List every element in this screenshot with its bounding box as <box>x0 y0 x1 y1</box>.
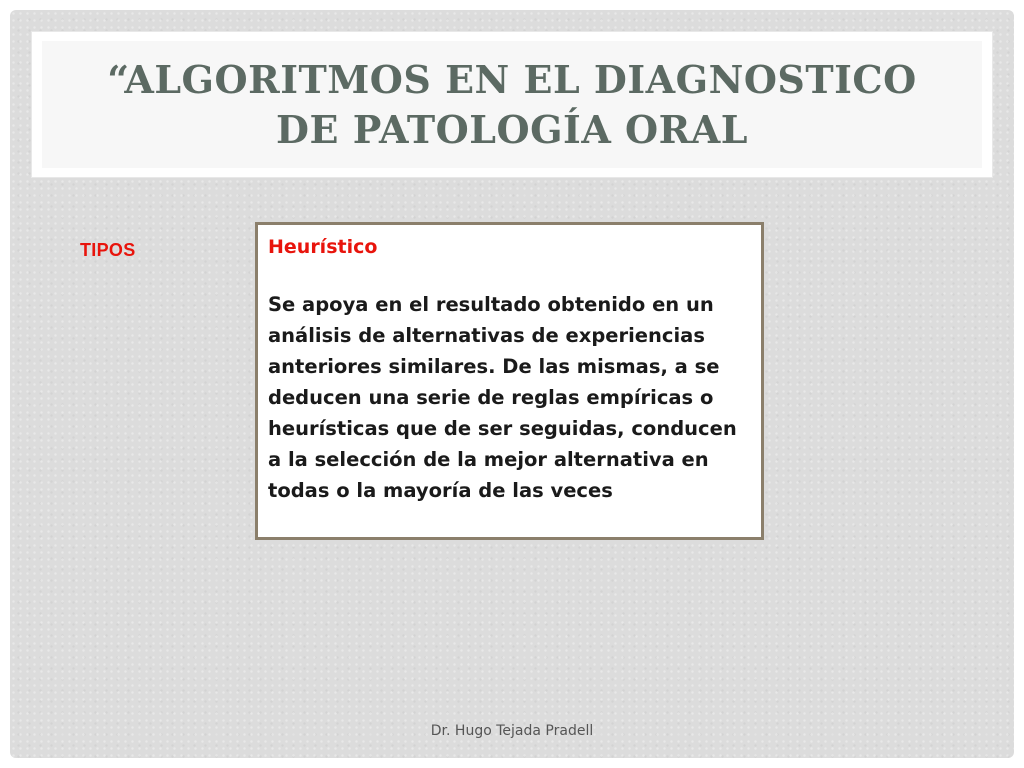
card-heading: Heurístico <box>268 236 378 258</box>
definition-card <box>255 222 764 540</box>
title-line-1: “ALGORITMOS EN EL DIAGNOSTICO <box>107 57 917 102</box>
card-body-text: Se apoya en el resultado obtenido en un análisis de alternativas de experiencias anteriores similares. De las mismas, a se deducen una serie de reglas empíricas o heurísticas que de ser seguidas, conducen a la selección de la mejor alternativa en todas o la mayoría de las veces <box>268 293 737 502</box>
section-label-tipos: TIPOS <box>80 240 136 260</box>
slide-title <box>42 55 982 155</box>
slide <box>10 10 1014 758</box>
title-box <box>32 32 992 177</box>
title-frame <box>42 41 982 168</box>
title-line-2: DE PATOLOGÍA ORAL <box>276 107 748 152</box>
footer-author: Dr. Hugo Tejada Pradell <box>430 723 594 739</box>
